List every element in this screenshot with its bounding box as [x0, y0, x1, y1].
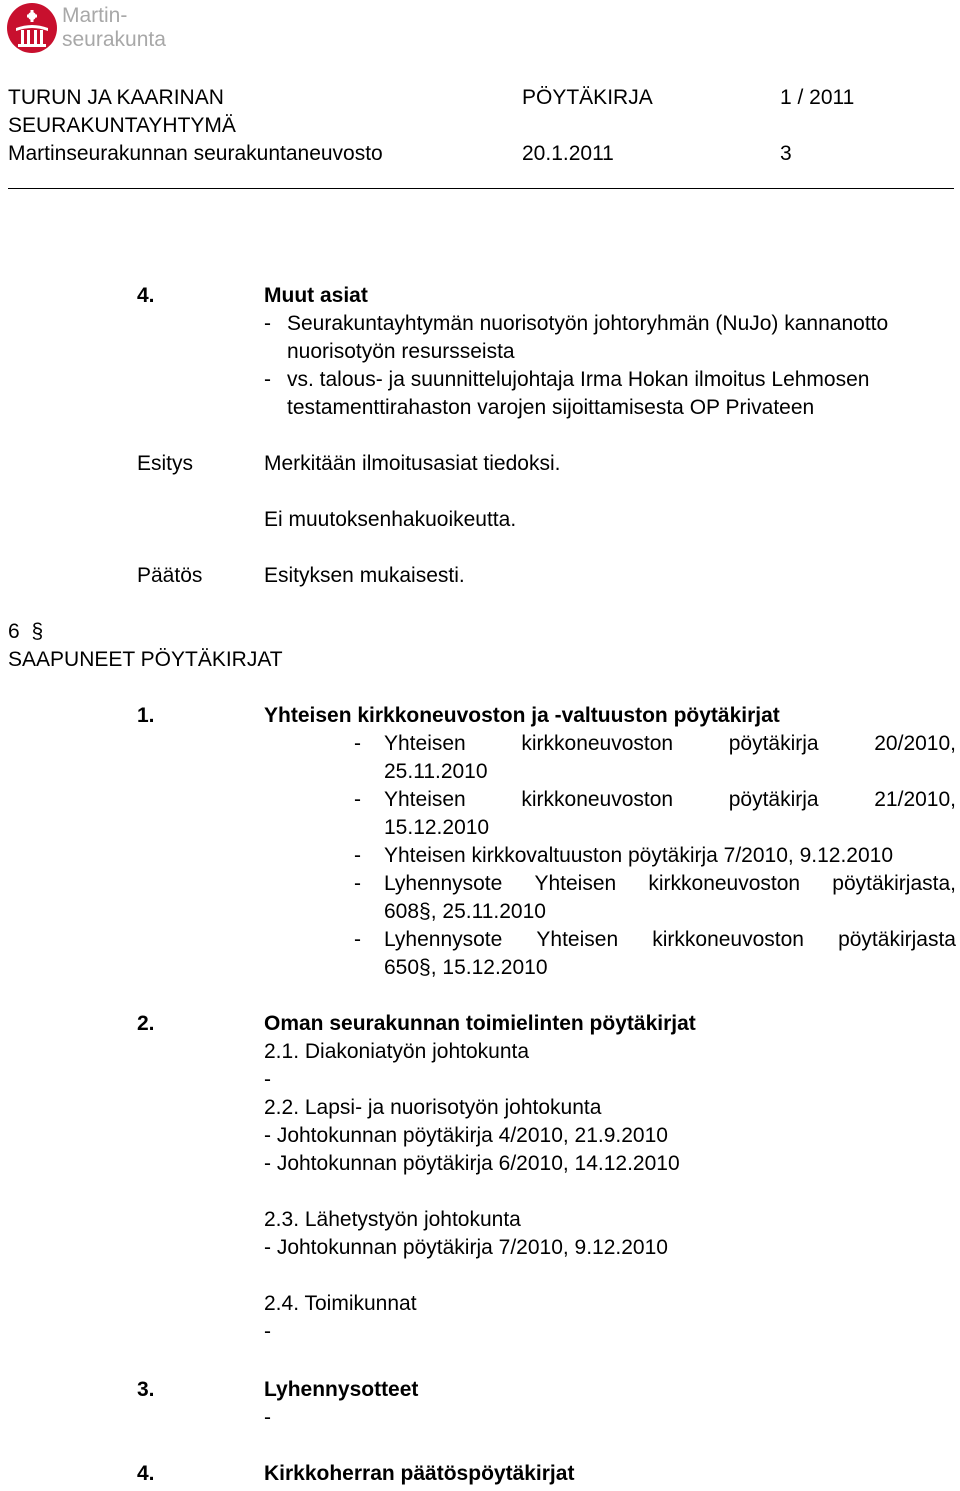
header-divider [8, 188, 954, 189]
entry4-line2 [384, 898, 546, 926]
section-symbol: § [419, 900, 431, 923]
item4-bullet1-dash: - [264, 312, 271, 335]
item4-bullet2-line1: vs. talous- ja suunnittelujohtaja Irma Hokan ilmoitus Lehmosen [287, 368, 870, 391]
entry5-ref: 650 [384, 956, 420, 979]
sub4-number: 4. [137, 1462, 155, 1485]
section-symbol: § [419, 956, 431, 979]
sub4-title: Kirkkoherran päätöspöytäkirjat [264, 1462, 575, 1485]
entry1-word: Yhteisen [384, 732, 466, 755]
entry3-dash: - [354, 844, 361, 867]
entry5-word: pöytäkirjasta [838, 928, 956, 951]
header-org-line2: SEURAKUNTAYHTYMÄ [8, 114, 236, 137]
sub2-4-item: - [264, 1320, 271, 1343]
item4-bullet2-line2: testamenttirahaston varojen sijoittamisesta OP Privateen [287, 396, 815, 419]
entry1-line2: 25.11.2010 [384, 760, 488, 783]
sub2-1-item: - [264, 1068, 271, 1091]
entry1-dash: - [354, 732, 361, 755]
entry4-date: , 25.11.2010 [430, 900, 546, 923]
header-body: Martinseurakunnan seurakuntaneuvosto [8, 142, 383, 165]
sub3-item: - [264, 1406, 271, 1429]
entry5-word: Lyhennysote [384, 928, 503, 951]
entry2-word: kirkkoneuvoston [521, 788, 674, 811]
sub2-2-item: - Johtokunnan pöytäkirja 6/2010, 14.12.2010 [264, 1152, 680, 1175]
header-doc-number: 1 / 2011 [780, 86, 855, 109]
entry2-line1 [384, 786, 956, 814]
sub1-number: 1. [137, 704, 155, 727]
sub3-number: 3. [137, 1378, 155, 1401]
entry5-line2 [384, 954, 548, 982]
entry1-word: pöytäkirja [728, 732, 819, 755]
item4-bullet1-line2: nuorisotyön resursseista [287, 340, 515, 363]
sub3-title: Lyhennysotteet [264, 1378, 419, 1401]
parish-emblem-icon [6, 2, 58, 54]
entry3-text: Yhteisen kirkkovaltuuston pöytäkirja 7/2010, 9.12.2010 [384, 844, 893, 867]
entry4-dash: - [354, 872, 361, 895]
sub2-title: Oman seurakunnan toimielinten pöytäkirjat [264, 1012, 696, 1035]
item4-title: Muut asiat [264, 284, 368, 307]
appeal-note: Ei muutoksenhakuoikeutta. [264, 508, 517, 531]
section-number-value: 6 [8, 620, 20, 643]
paatos-text: Esityksen mukaisesti. [264, 564, 465, 587]
entry1-line1 [384, 730, 956, 758]
section-number [8, 618, 43, 646]
entry5-word: kirkkoneuvoston [652, 928, 804, 951]
sub2-3-item: - Johtokunnan pöytäkirja 7/2010, 9.12.2010 [264, 1236, 668, 1259]
header-doc-type: PÖYTÄKIRJA [522, 86, 653, 109]
entry4-line1 [384, 870, 956, 898]
sub2-number: 2. [137, 1012, 155, 1035]
header-page-number: 3 [780, 142, 792, 165]
entry5-dash: - [354, 928, 361, 951]
entry5-word: Yhteisen [536, 928, 619, 951]
entry5-line1 [384, 926, 956, 954]
entry4-word: Lyhennysote [384, 872, 503, 895]
logo [6, 2, 58, 54]
entry1-word: 20/2010, [874, 732, 956, 755]
esitys-label: Esitys [137, 452, 194, 475]
header-org-line1: TURUN JA KAARINAN [8, 86, 224, 109]
sub2-3-title: 2.3. Lähetystyön johtokunta [264, 1208, 521, 1231]
item4-bullet2-dash: - [264, 368, 271, 391]
sub2-2-title: 2.2. Lapsi- ja nuorisotyön johtokunta [264, 1096, 602, 1119]
logo-wordmark [62, 4, 166, 52]
entry1-word: kirkkoneuvoston [521, 732, 674, 755]
entry2-word: pöytäkirja [728, 788, 819, 811]
section-title: SAAPUNEET PÖYTÄKIRJAT [8, 648, 283, 671]
paatos-label: Päätös [137, 564, 203, 587]
entry4-ref: 608 [384, 900, 420, 923]
entry2-dash: - [354, 788, 361, 811]
logo-line1: Martin- [62, 4, 128, 27]
section-symbol: § [31, 620, 44, 643]
sub2-2-item: - Johtokunnan pöytäkirja 4/2010, 21.9.2010 [264, 1124, 668, 1147]
logo-line2: seurakunta [62, 28, 166, 51]
entry4-word: pöytäkirjasta, [832, 872, 956, 895]
sub2-1-title: 2.1. Diakoniatyön johtokunta [264, 1040, 530, 1063]
entry2-word: Yhteisen [384, 788, 466, 811]
sub1-title: Yhteisen kirkkoneuvoston ja -valtuuston pöytäkirjat [264, 704, 780, 727]
entry2-line2: 15.12.2010 [384, 816, 490, 839]
entry5-date: , 15.12.2010 [430, 956, 548, 979]
item4-bullet1-line1: Seurakuntayhtymän nuorisotyön johtoryhmän (NuJo) kannanotto [287, 312, 889, 335]
sub2-4-title: 2.4. Toimikunnat [264, 1292, 417, 1315]
entry4-word: Yhteisen [534, 872, 617, 895]
entry4-word: kirkkoneuvoston [648, 872, 801, 895]
header-date: 20.1.2011 [522, 142, 614, 165]
entry2-word: 21/2010, [874, 788, 956, 811]
item4-number: 4. [137, 284, 155, 307]
esitys-text: Merkitään ilmoitusasiat tiedoksi. [264, 452, 561, 475]
